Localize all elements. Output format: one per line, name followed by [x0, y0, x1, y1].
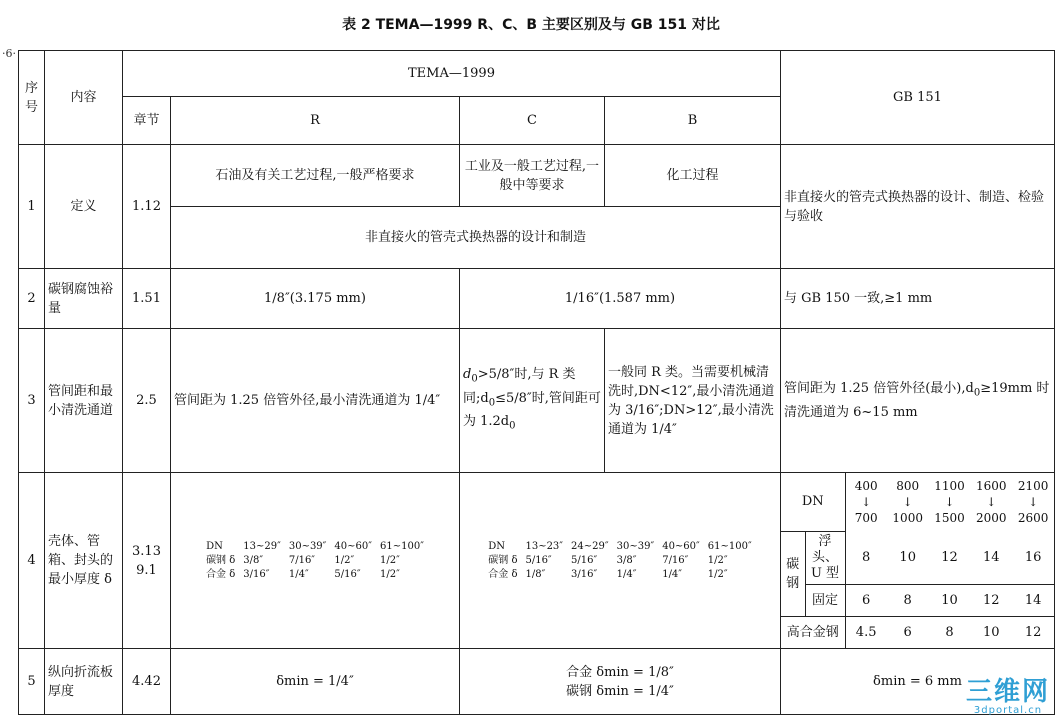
- row4-content: 壳体、管箱、封头的最小厚度 δ: [45, 473, 123, 649]
- row2-r: 1/8″(3.175 mm): [171, 269, 460, 329]
- row4-gb: [781, 473, 1055, 649]
- gb-alloy-label: 高合金钢: [781, 616, 845, 648]
- row3-gb: 管间距为 1.25 倍管外径(最小)$,d_0\ge 19mm$ 时清洗通道为 6~15 mm: [781, 329, 1055, 473]
- header-c: C: [460, 97, 605, 145]
- header-chapter: 章节: [123, 97, 171, 145]
- row3-r: 管间距为 1.25 倍管外径,最小清洗通道为 1/4″: [171, 329, 460, 473]
- row1-r: 石油及有关工艺过程,一般严格要求: [171, 145, 460, 207]
- row3-b: 一般同 R 类。当需要机械清洗时,DN<12″,最小清洗通道为 3/16″;DN>12″,最小清洗通道为 1/4″: [605, 329, 781, 473]
- gb-float-label: 浮头、U 型: [805, 531, 845, 584]
- row4-cb-thickness-table: DN 13~23″ 24~29″ 30~39″ 40~60″ 61~100″ 碳钢 δ 5/16″ 5/16″ 3/8″ 7/16″ 1/2″ 合金 δ 1/8″ 3/16″ 1/4″ 1/4″ 1/2″: [488, 540, 752, 580]
- row3-seq: 3: [19, 329, 45, 473]
- row4-cb: [460, 473, 781, 649]
- row5-chapter: 4.42: [123, 649, 171, 715]
- watermark-logo: 三维网 3dportal.cn: [965, 677, 1050, 716]
- row2-content: 碳钢腐蚀裕量: [45, 269, 123, 329]
- row1-chapter: 1.12: [123, 145, 171, 269]
- row5-cb: 合金 δmin = 1/8″ 碳钢 δmin = 1/4″: [460, 649, 781, 715]
- table-caption: 表 2 TEMA—1999 R、C、B 主要区别及与 GB 151 对比: [342, 17, 720, 33]
- row2-gb: 与 GB 150 一致,≥1 mm: [781, 269, 1055, 329]
- row4-r-thickness-table: DN 13~29″ 30~39″ 40~60″ 61~100″ 碳钢 δ 3/8″ 7/16″ 1/2″ 1/2″ 合金 δ 3/16″ 1/4″ 5/16″ 1/2″: [206, 540, 424, 580]
- header-gb: GB 151: [781, 51, 1055, 145]
- row1-common: 非直接火的管壳式换热器的设计和制造: [171, 207, 781, 269]
- row1-gb: 非直接火的管壳式换热器的设计、制造、检验与验收: [781, 145, 1055, 269]
- row4-chapter: 3.13 9.1: [123, 473, 171, 649]
- row3-content: 管间距和最小清洗通道: [45, 329, 123, 473]
- row4-gb-thickness-table: DN 400 ↓ 700 800 ↓ 1000 1100 ↓ 1500 1600 ↓ 2000 2100 ↓ 2600 碳钢 浮头、U 型 8 10 12 14 16 固定 6 8 10 12 14 高合金钢 4.5 6 8 10 12: [781, 473, 1054, 648]
- row1-content: 定义: [45, 145, 123, 269]
- row2-cb: 1/16″(1.587 mm): [460, 269, 781, 329]
- row1-b: 化工过程: [605, 145, 781, 207]
- row5-gb: δmin = 6 mm: [781, 649, 1055, 715]
- row1-c: 工业及一般工艺过程,一般中等要求: [460, 145, 605, 207]
- comparison-table: [18, 50, 1055, 715]
- row1-seq: 1: [19, 145, 45, 269]
- row3-chapter: 2.5: [123, 329, 171, 473]
- row5-content: 纵向折流板厚度: [45, 649, 123, 715]
- header-content: 内容: [45, 51, 123, 145]
- row2-chapter: 1.51: [123, 269, 171, 329]
- header-r: R: [171, 97, 460, 145]
- row4-r: [171, 473, 460, 649]
- row5-seq: 5: [19, 649, 45, 715]
- header-tema: TEMA—1999: [123, 51, 781, 97]
- row4-seq: 4: [19, 473, 45, 649]
- gb-dn-label: DN: [781, 473, 845, 531]
- header-seq: 序号: [19, 51, 45, 145]
- row2-seq: 2: [19, 269, 45, 329]
- gb-fixed-label: 固定: [805, 584, 845, 616]
- row3-c: $d_0>5/8''$时,与 R 类同$;d_0\le 5/8''$时,管间距可为 $1.2d_0$: [460, 329, 605, 473]
- row5-r: δmin = 1/4″: [171, 649, 460, 715]
- header-b: B: [605, 97, 781, 145]
- gb-carbon-label: 碳钢: [781, 531, 805, 616]
- page-side-mark: ·6·: [2, 47, 16, 60]
